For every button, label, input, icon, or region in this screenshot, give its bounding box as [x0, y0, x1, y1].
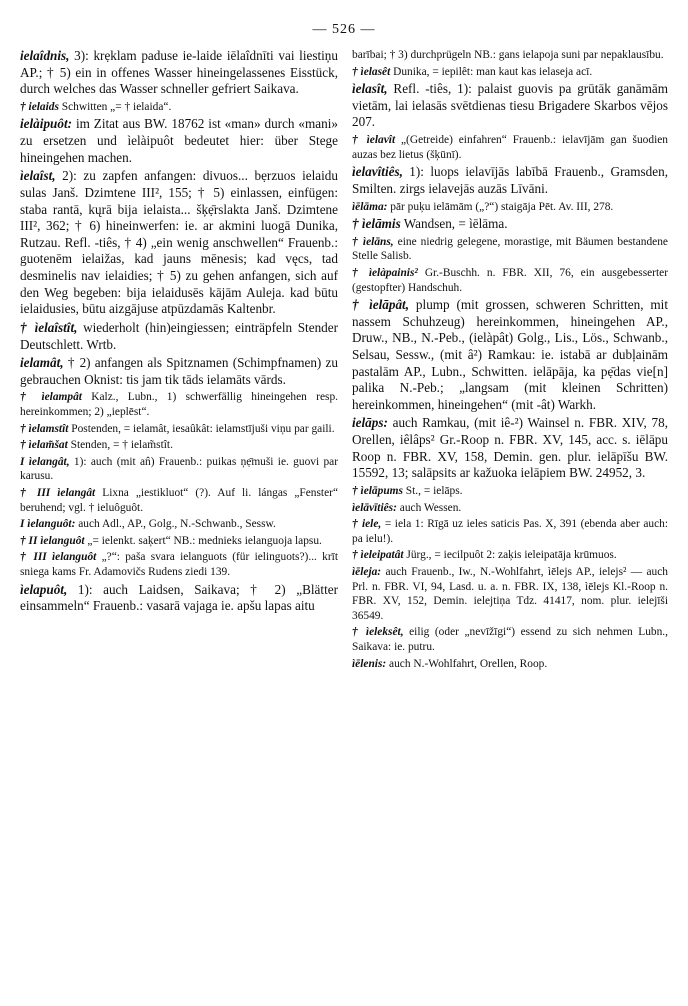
- entry-headword: † ìelāpums: [352, 484, 403, 497]
- entry-headword: † ìelasêt: [352, 65, 391, 78]
- entry-body: Lixna „iestikluot“ (?). Auf li. lángas „Fenster“ beruhend; vgl. † ieluôguôt.: [20, 487, 338, 514]
- entry-body: eine niedrig gelegene, morastige, mit Bäumen bestandene Stelle Salisb.: [352, 235, 668, 263]
- entry-headword: † iele,: [352, 518, 382, 531]
- dictionary-entry: [352, 133, 668, 162]
- entry-body: wiederholt (hin)eingiessen; einträpfeln Stender Deutschlett. Wrtb.: [20, 319, 339, 352]
- entry-headword: † ìelampât: [20, 391, 82, 404]
- dictionary-entry: [20, 582, 338, 615]
- dictionary-entry: [20, 48, 338, 98]
- entry-headword: I ìelanguôt:: [20, 518, 76, 531]
- entry-body: „= ielenkt. saķert“ NB.: mednieks ielanguoja lapsu.: [84, 534, 322, 547]
- dictionary-entry: [352, 484, 668, 499]
- entry-headword: ielāps:: [352, 415, 388, 431]
- entry-body: St., = ielāps.: [402, 484, 463, 497]
- entry-body: auch Wessen.: [396, 501, 462, 514]
- entry-headword: ìelavîtiês,: [352, 164, 403, 180]
- dictionary-entry: [20, 320, 338, 353]
- entry-body: 3): krẹklam paduse ie-laide iēlaîdnīti vai liestiņu AP.; † 5) ein in offenes Wasser hineingelassenes Eisstück, durch welches das Wasser schneller gefriert Saikava.: [20, 48, 338, 97]
- entry-headword: † III ìelanguôt: [20, 551, 97, 564]
- entry-headword: ielamât,: [20, 355, 64, 371]
- entry-headword: † ìelàpainis²: [352, 266, 418, 279]
- entry-headword: ìēlenis:: [352, 657, 387, 670]
- dictionary-entry: [20, 116, 338, 166]
- dictionary-entry: [352, 517, 668, 546]
- entry-headword: ìēleja:: [352, 565, 382, 578]
- entry-headword: ìelapuôt,: [20, 581, 68, 597]
- entry-body: auch Frauenb., Iw., N.-Wohlfahrt, ìēlejs AP., ielejs² — auch Prl. n. FBR. VI, 94, Lasd. u. a. n. FBR. IX, 138, ìēlejs Kl.-Roop n. FBR. XV, 152, Demin. ielejtiņa Tdz. 41417, nom. plur. ielejīši 36549.: [352, 565, 668, 622]
- right-column: [352, 48, 668, 673]
- dictionary-entry: [20, 438, 338, 453]
- entry-body: Kalz., Lubn., 1) schwerfällig hineingehen resp. hereinkommen; 2) „ieplēst“.: [20, 391, 338, 419]
- dictionary-entry: [352, 548, 668, 563]
- entry-body: = iela 1: Rīgā uz ieles saticis Pas. X, 391 (ebenda aber auch: pa ielu!).: [352, 518, 668, 545]
- entry-headword: † ìeleksêt,: [352, 626, 404, 639]
- dictionary-entry: [352, 415, 668, 482]
- dictionary-entry: [352, 200, 668, 215]
- entry-headword: ìēlāma:: [352, 200, 388, 213]
- dictionary-entry: [20, 455, 338, 484]
- dictionary-entry: [352, 65, 668, 80]
- entry-body: Schwitten „= † ielaida“.: [58, 100, 172, 113]
- entry-headword: ìelaîst,: [20, 168, 56, 184]
- entry-headword: † ìelamstît: [20, 422, 69, 435]
- entry-headword: ielaîdnis,: [20, 48, 70, 63]
- entry-headword: † ìelaîstît,: [20, 319, 78, 335]
- dictionary-entry: [352, 48, 668, 63]
- dictionary-entry: [352, 81, 668, 131]
- dictionary-entry: [352, 164, 668, 197]
- entry-body: Jürg., = iecilpuôt 2: zaķis ieleipatāja krūmuos.: [403, 549, 617, 562]
- dictionary-entry: [20, 100, 338, 115]
- dictionary-entry: [20, 422, 338, 437]
- dictionary-entry: [352, 235, 668, 264]
- dictionary-entry: [20, 517, 338, 532]
- dictionary-entry: [20, 168, 338, 318]
- dictionary-entry: [352, 625, 668, 654]
- entry-headword: † III ìelangât: [20, 487, 96, 500]
- entry-headword: † ìelāns,: [352, 235, 394, 248]
- page-number: — 526 —: [312, 22, 376, 37]
- dictionary-entry: [352, 501, 668, 516]
- dictionary-entry: [20, 534, 338, 549]
- entry-body: Stenden, = † ielam̃stît.: [67, 439, 173, 452]
- entry-body: „(Getreide) einfahren“ Frauenb.: ielavījām gan šuodien auzas bez lietus (šķūnī).: [352, 134, 668, 161]
- entry-body: Gr.-Buschh. n. FBR. XII, 76, ein ausgebesserter (gestopfter) Handschuh.: [352, 266, 668, 294]
- entry-body: „?“: paša svara ielanguots (für ielinguots?)... krīt sniega kams Fr. Adamovičs Rudens ziedi 139.: [20, 551, 338, 578]
- entry-headword: † ielaids: [20, 100, 59, 113]
- entry-body: plump (mit grossen, schweren Schritten, mit nassem Schuhzeug) hereinkommen, hineingehen AP., Druw., NB., N.-Peb., (ielàpât) Golg., Lis., Lös., Schwanb., Selsau, Sessw., (mit â²) Ramkau: ie. istabā ar dubļainām pastalām AP., Lubn., Schwitten. ielāpāja, ka pẹ̄das vie[n] palika N.-Peb.; „langsam (mit kleinen Schritten) hereinkommen, hineingehen“ (mit -ât) Warkh.: [352, 297, 668, 412]
- dictionary-entry: [352, 266, 668, 295]
- entry-body: Wandsen, = ìēlāma.: [400, 216, 508, 232]
- dictionary-entry: [20, 486, 338, 515]
- entry-headword: † ìelam̃šat: [20, 439, 68, 452]
- dictionary-entry: [20, 355, 338, 388]
- entry-body: 1): auch (mit an̂) Frauenb.: puikas ņẹ̄muši ie. guovi par karusu.: [20, 455, 338, 483]
- entry-headword: ìelasît,: [352, 81, 388, 97]
- dictionary-entry: [20, 550, 338, 579]
- entry-body: Refl. -tiês, 1): palaist guovis pa grūtāk ganāmām vietām, lai ielasās svētdienas tiesu Brigadere Skarbos vējos 207.: [352, 81, 668, 130]
- entry-body: auch N.-Wohlfahrt, Orellen, Roop.: [386, 657, 548, 670]
- dictionary-entry: [352, 657, 668, 672]
- entry-body: Postenden, = ielamât, iesaûkât: ielamstījuši viņu par gaili.: [68, 422, 335, 435]
- entry-headword: † ìelavît: [352, 134, 396, 147]
- entry-body: 1): luops ielavījās labībā Frauenb., Gramsden, Smilten. zirgs ielavejās auzās Līvāni.: [352, 164, 668, 196]
- entry-body: eilig (oder „nevīžīgi“) essend zu sich nehmen Lubn., Saikava: ie. putru.: [352, 626, 668, 653]
- entry-body: pār puķu ielāmām („?“) staigāja Pēt. Av. III, 278.: [387, 200, 614, 213]
- entry-body: Dunika, = iepilêt: man kaut kas ielaseja acī.: [390, 65, 593, 78]
- entry-headword: ielàipuôt:: [20, 116, 73, 132]
- dictionary-entry: [352, 565, 668, 623]
- entry-body: im Zitat aus BW. 18762 ist «man» durch «mani» zu ersetzen und ìelàipuôt bedeutet hier: über Stege hineingehen machen.: [20, 116, 338, 165]
- dictionary-entry: [352, 216, 668, 233]
- entry-headword: † ìeleipatât: [352, 549, 404, 562]
- entry-body: † 2) anfangen als Spitznamen (Schimpfnamen) zu gebrauchen Oknist: tis jam tik tāds ielamāts vārds.: [20, 355, 338, 387]
- entry-headword: I ìelangât,: [20, 455, 70, 468]
- left-column: [20, 48, 338, 617]
- entry-headword: † II ìelanguôt: [20, 534, 85, 547]
- entry-headword: † ìelāpât,: [352, 297, 410, 313]
- entry-headword: † ìelāmis: [352, 216, 401, 232]
- dictionary-entry: [20, 390, 338, 419]
- entry-body: barībai; † 3) durchprügeln NB.: gans ielapoja suni par nepaklausību.: [352, 49, 664, 61]
- dictionary-entry: [352, 297, 668, 413]
- entry-body: 1): auch Laidsen, Saikava; † 2) „Blätter einsammeln“ Frauenb.: vasarā vajaga ie. apšu lapas aitu: [20, 581, 338, 614]
- entry-headword: ìelāvītiês:: [352, 501, 397, 514]
- entry-body: auch Adl., AP., Golg., N.-Schwanb., Sessw.: [75, 518, 276, 531]
- entry-body: 2): zu zapfen anfangen: divuos... bẹrzuos ielaidu sulas Janš. Dzimtene III², 155; † 5) einlassen, einfügen: staba rantā, kųrā bija ielaista... šķẹ̄rslakta Janš. Dzimtene III², 362; † 6) hineinwerfen: ie. ar akmini luogā Dunika, Rutzau. Refl. -tiês, † 4) „ein wenig anschwellen“ Frauenb.: guotenēm ielaižas, kad jauns mēnesis; kad vęcs, tad desminelis nav ielaidies; † 5) zu gehen anfangen, sich auf den Weg begeben: bija ielaidusēs kājām Auleja. kad būtu ielaidusies, būtu aizgājuse atpūzdamās Kaltenbr.: [20, 168, 338, 317]
- entry-body: auch Ramkau, (mit iê-²) Wainsel n. FBR. XIV, 78, Orellen, iêlâps² Gr.-Roop n. FBR. XV, 145, acc. s. iēlāpu Roop n. FBR. XV, 158, Demin. gen. plur. ielāpīšu BW. 15592, 13; salāpsits ar kažuoka ielāpiem BW. 24952, 3.: [352, 415, 668, 481]
